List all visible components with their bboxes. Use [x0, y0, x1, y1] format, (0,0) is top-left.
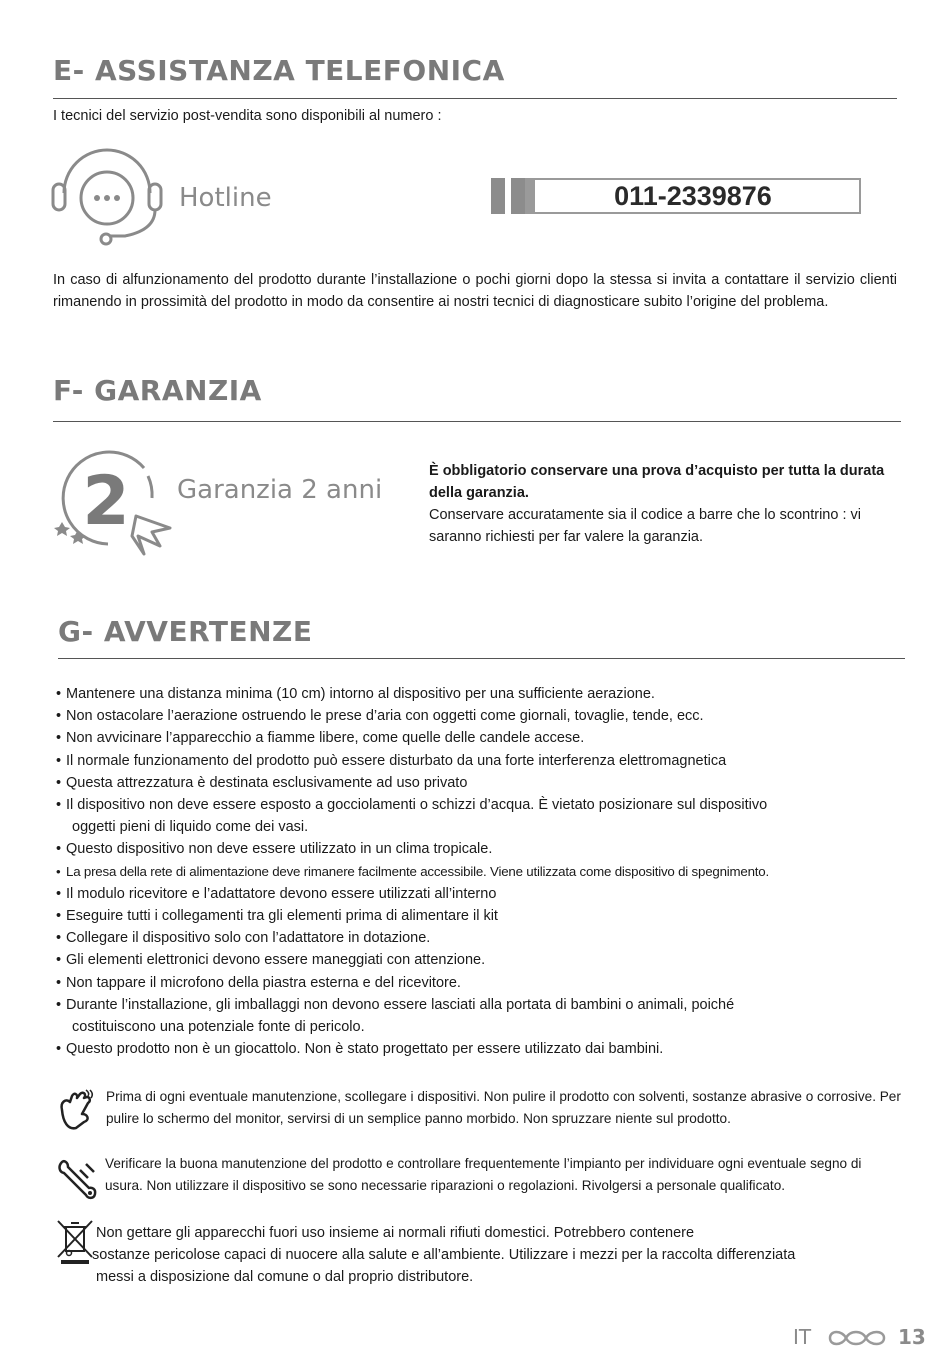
section-g-rule — [58, 658, 905, 659]
disposal-line-1: Non gettare gli apparecchi fuori uso insieme ai normali rifiuti domestici. Potrebbero contenere — [96, 1225, 695, 1241]
list-item: • Il normale funzionamento del prodotto può essere disturbato da una forte interferenza elettromagnetica — [56, 752, 727, 769]
warnings-list — [56, 683, 769, 1060]
list-item: • La presa della rete di alimentazione deve rimanere facilmente accessibile. Viene utilizzata come dispositivo di spegnimento. — [56, 863, 769, 879]
warranty-label: Garanzia 2 anni — [177, 475, 383, 505]
section-f-title: F- GARANZIA — [53, 374, 262, 407]
section-e-rule — [53, 98, 897, 99]
footer-page-number: 13 — [898, 1325, 926, 1349]
warranty-bold-text: È obbligatorio conservare una prova d’acquisto per tutta la durata della garanzia. — [429, 463, 885, 501]
section-e-title: E- ASSISTANZA TELEFONICA — [53, 54, 505, 87]
list-item: • Il modulo ricevitore e l’adattatore devono essere utilizzati all’interno — [56, 885, 497, 902]
list-item-continuation: oggetti pieni di liquido come dei vasi. — [72, 819, 309, 836]
list-item: • Collegare il dispositivo solo con l’adattatore in dotazione. — [56, 930, 431, 947]
list-item: • Mantenere una distanza minima (10 cm) intorno al dispositivo per una sufficiente aerazione. — [56, 686, 655, 702]
hotline-label: Hotline — [179, 183, 272, 213]
list-item: • Il dispositivo non deve essere esposto a gocciolamenti o schizzi d’acqua. È vietato posizionare sul dispositivo — [56, 797, 768, 814]
disposal-line-2: sostanze pericolose capaci di nuocere alla salute e all’ambiente. Utilizzare i mezzi per la raccolta differenziata — [92, 1247, 796, 1263]
cleaning-notice: Prima di ogni eventuale manutenzione, scollegare i dispositivi. Non pulire il prodotto con solventi, sostanze abrasive o corrosive. Per pulire lo schermo del monitor, servirsi di un semplice panno morbido. Non spruzzare niente sul prodotto. — [106, 1089, 901, 1126]
list-item: • Non avvicinare l’apparecchio a fiamme libere, come quelle delle candele accese. — [56, 730, 585, 747]
phone-number: 011-2339876 — [614, 181, 772, 211]
phone-bar-block-1 — [491, 178, 505, 214]
list-item: • Non ostacolare l’aerazione ostruendo le prese d’aria con oggetti come giornali, tovaglie, tende, ecc. — [56, 708, 704, 725]
list-item: • Questa attrezzatura è destinata esclusivamente ad uso privato — [56, 774, 468, 791]
brand-logo-icon — [826, 1327, 888, 1349]
disposal-line-3: messi a disposizione dal comune o dal proprio distributore. — [96, 1269, 474, 1285]
headset-icon — [50, 148, 168, 258]
phone-bar — [491, 178, 861, 214]
hand-wash-icon — [54, 1088, 98, 1132]
warranty-badge-icon — [48, 440, 178, 560]
list-item: • Eseguire tutti i collegamenti tra gli elementi prima di alimentare il kit — [56, 908, 498, 925]
list-item-continuation: costituiscono una potenziale fonte di pericolo. — [72, 1019, 365, 1036]
section-e-body: In caso di alfunzionamento del prodotto durante l’installazione o pochi giorni dopo la stessa si invita a contattare il servizio clienti rimanendo in prossimità del prodotto in modo da consentire ai nostri tecnici di diagnosticare subito l’origine del problema. — [53, 272, 897, 310]
phone-bar-block-2 — [511, 178, 525, 214]
list-item: • Non tappare il microfono della piastra esterna e del ricevitore. — [56, 974, 461, 991]
warranty-badge-number: 2 — [82, 462, 130, 541]
footer-language: IT — [793, 1325, 812, 1349]
list-item: • Gli elementi elettronici devono essere maneggiati con attenzione. — [56, 952, 486, 969]
wrench-icon — [56, 1158, 100, 1202]
maintenance-notice: Verificare la buona manutenzione del prodotto e controllare frequentemente l’impianto per individuare ogni eventuale segno di usura. Non utilizzare il dispositivo se sono necessarie riparazioni o regolazioni. Rivolgersi a personale qualificato. — [105, 1156, 862, 1193]
warranty-body: Conservare accuratamente sia il codice a barre che lo scontrino : vi saranno richiesti per far valere la garanzia. — [429, 507, 861, 545]
list-item: • Questo dispositivo non deve essere utilizzato in un clima tropicale. — [56, 841, 493, 858]
section-g-title: G- AVVERTENZE — [58, 615, 313, 648]
crossed-bin-icon — [55, 1219, 95, 1265]
section-f-rule — [53, 421, 901, 422]
list-item: • Questo prodotto non è un giocattolo. Non è stato progettato per essere utilizzato dai bambini. — [56, 1041, 664, 1058]
list-item: • Durante l’installazione, gli imballaggi non devono essere lasciati alla portata di bambini o animali, poiché — [56, 996, 735, 1013]
section-e-intro: I tecnici del servizio post-vendita sono disponibili al numero : — [53, 108, 442, 124]
